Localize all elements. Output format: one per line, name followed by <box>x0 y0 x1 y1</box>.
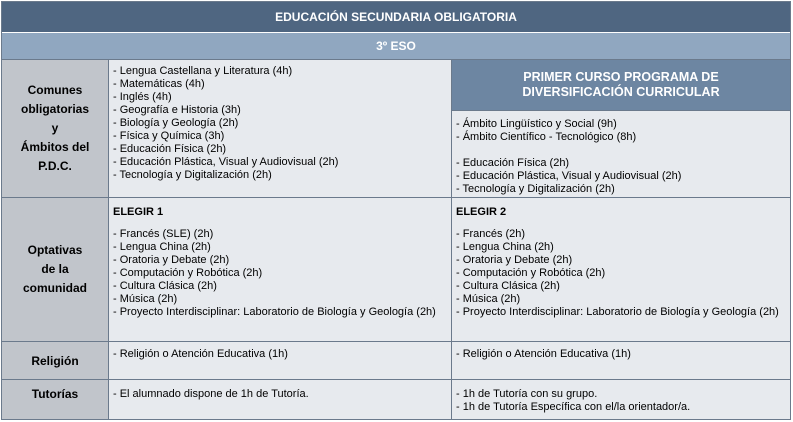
list-item: - Oratoria y Debate (2h) <box>456 254 573 266</box>
row-header-tutorias: Tutorías <box>2 380 109 419</box>
list-item: - Música (2h) <box>456 293 521 305</box>
optativas-eso-cell <box>109 198 452 342</box>
list-item: - Computación y Robótica (2h) <box>456 267 606 279</box>
row-header-optativas <box>2 198 109 342</box>
list-item: - Educación Física (2h) <box>456 157 570 169</box>
list-item: - Religión o Atención Educativa (1h) <box>113 348 288 360</box>
choose-heading: ELEGIR 1 <box>113 206 164 218</box>
row-header-line: P.D.C. <box>38 159 72 173</box>
list-item: - Música (2h) <box>113 293 178 305</box>
comunes-eso-cell <box>109 60 452 198</box>
row-header-line: y <box>51 121 59 135</box>
list-item: - Oratoria y Debate (2h) <box>113 254 230 266</box>
list-item: - Tecnología y Digitalización (2h) <box>113 169 272 181</box>
religion-eso-cell <box>109 342 452 380</box>
list-item: - Física y Química (3h) <box>113 130 225 142</box>
list-item: - Lengua Castellana y Literatura (4h) <box>113 65 293 77</box>
religion-pdc-cell <box>452 342 790 380</box>
list-item: - Francés (2h) <box>456 228 526 240</box>
list-item: - Religión o Atención Educativa (1h) <box>456 348 631 360</box>
curriculum-table <box>1 1 791 420</box>
list-item: - Lengua China (2h) <box>456 241 554 253</box>
row-header-line: obligatorias <box>20 102 89 116</box>
tutorias-pdc-cell <box>452 380 790 419</box>
list-item: - 1h de Tutoría con su grupo. <box>456 388 598 400</box>
list-item: - Proyecto Interdisciplinar: Laboratorio de Biología y Geología (2h) <box>456 306 779 318</box>
row-header-line: comunidad <box>22 281 87 295</box>
list-item: - Cultura Clásica (2h) <box>113 280 217 292</box>
choose-heading: ELEGIR 2 <box>456 206 507 218</box>
list-item: - Educación Plástica, Visual y Audiovisual (2h) <box>456 170 682 182</box>
comunes-pdc-cell <box>452 111 790 198</box>
list-item: - Proyecto Interdisciplinar: Laboratorio de Biología y Geología (2h) <box>113 306 436 318</box>
row-header-line: Ámbitos del <box>20 140 90 154</box>
row-header-line: Comunes <box>27 83 83 97</box>
row-header-line: de la <box>41 262 69 276</box>
pdc-header-line: DIVERSIFICACIÓN CURRICULAR <box>522 85 720 99</box>
list-item: - Ámbito Lingüístico y Social (9h) <box>456 118 617 130</box>
list-item: - Lengua China (2h) <box>113 241 211 253</box>
list-item: - 1h de Tutoría Específica con el/la orientador/a. <box>456 401 691 413</box>
table-subtitle: 3º ESO <box>2 33 790 60</box>
list-item: - Francés (SLE) (2h) <box>113 228 214 240</box>
pdc-header-line: PRIMER CURSO PROGRAMA DE <box>523 70 719 84</box>
tutorias-eso-cell <box>109 380 452 419</box>
list-item: - Educación Física (2h) <box>113 143 227 155</box>
list-item: - Biología y Geología (2h) <box>113 117 239 129</box>
table-title: EDUCACIÓN SECUNDARIA OBLIGATORIA <box>2 2 790 33</box>
row-header-religion: Religión <box>2 342 109 380</box>
list-item: - Tecnología y Digitalización (2h) <box>456 183 615 195</box>
pdc-header <box>452 60 790 111</box>
optativas-pdc-cell <box>452 198 790 342</box>
row-header-line: Optativas <box>27 243 83 257</box>
row-header-comunes <box>2 60 109 198</box>
list-item: - Ámbito Científico - Tecnológico (8h) <box>456 131 637 143</box>
list-item: - Computación y Robótica (2h) <box>113 267 263 279</box>
list-item: - Matemáticas (4h) <box>113 78 205 90</box>
list-item: - El alumnado dispone de 1h de Tutoría. <box>113 388 309 400</box>
list-item: - Cultura Clásica (2h) <box>456 280 560 292</box>
list-item: - Geografía e Historia (3h) <box>113 104 241 116</box>
list-item: - Inglés (4h) <box>113 91 172 103</box>
list-item: - Educación Plástica, Visual y Audiovisual (2h) <box>113 156 339 168</box>
